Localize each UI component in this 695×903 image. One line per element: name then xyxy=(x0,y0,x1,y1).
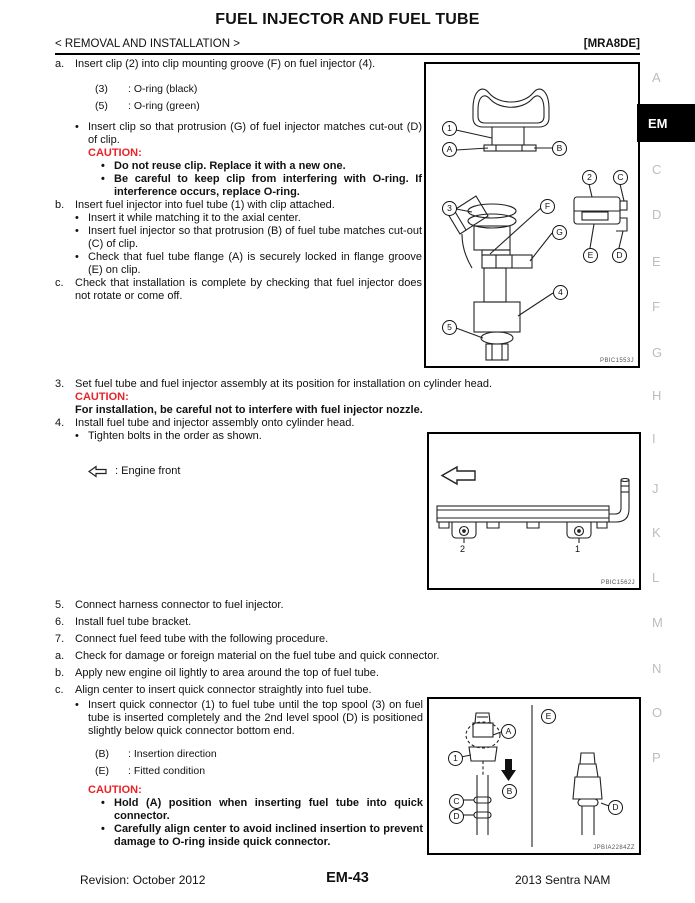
caution-text: Do not reuse clip. Replace it with a new one. xyxy=(114,160,346,172)
bullet-text: Check that fuel tube flange (A) is securely locked in flange groove (E) on clip. xyxy=(88,251,422,276)
bullet-item xyxy=(55,212,422,225)
callout-F: F xyxy=(540,199,555,214)
step-label: a. xyxy=(55,650,65,662)
margin-letter-h: H xyxy=(652,388,662,403)
section-header-rule xyxy=(55,38,640,55)
figure-code: PBIC1562J xyxy=(601,580,635,586)
margin-letter-m: M xyxy=(652,615,663,630)
margin-letter-j: J xyxy=(652,481,659,496)
caution-text: For installation, be careful not to interfere with fuel injector nozzle. xyxy=(75,404,423,416)
breadcrumb-section: < REMOVAL AND INSTALLATION > xyxy=(55,38,240,50)
bullet-text: Insert quick connector (1) to fuel tube until the top spool (3) on fuel tube is inserted completely and the 2nd level spool (D) is positioned slightly below quick connector bottom end. xyxy=(88,699,423,737)
step-text: Apply new engine oil lightly to area around the top of fuel tube. xyxy=(75,667,379,679)
step-text: Set fuel tube and fuel injector assembly at its position for installation on cylinder head. xyxy=(75,378,493,390)
definition-key: (3) xyxy=(95,83,108,95)
step-text: Connect harness connector to fuel injector. xyxy=(75,599,284,611)
margin-letter-c: C xyxy=(652,162,662,177)
step-text: Insert fuel injector into fuel tube (1) with clip attached. xyxy=(75,199,335,211)
step-text: Align center to insert quick connector straightly into fuel tube. xyxy=(75,684,372,696)
step-text: Install fuel tube and injector assembly onto cylinder head. xyxy=(75,417,355,429)
bullet-text: Tighten bolts in the order as shown. xyxy=(88,430,262,442)
callout-1: 1 xyxy=(448,751,463,766)
callout-2: 2 xyxy=(582,170,597,185)
margin-letter-k: K xyxy=(652,525,661,540)
fig1-drawing xyxy=(426,64,638,366)
definition-row xyxy=(55,81,422,98)
figure-fuel-injector-clip xyxy=(424,62,640,368)
page-title: FUEL INJECTOR AND FUEL TUBE xyxy=(215,11,480,28)
caution-label: CAUTION: xyxy=(88,147,142,159)
step-7 xyxy=(55,631,637,648)
step-a xyxy=(55,58,422,71)
bullet-glyph: • xyxy=(101,823,105,835)
fig3-drawing xyxy=(429,699,639,853)
step-3 xyxy=(55,378,620,391)
legend-text: : Engine front xyxy=(115,465,181,477)
definition-key: (E) xyxy=(95,765,109,777)
bullet-text: Insert it while matching it to the axial center. xyxy=(88,212,301,224)
bolt-order-1: 1 xyxy=(575,544,581,554)
caution-item xyxy=(88,173,422,199)
callout-G: G xyxy=(552,225,567,240)
caution-text: Be careful to keep clip from interfering with O-ring. If interference occurs, replace O-ring. xyxy=(114,173,422,198)
callout-D: D xyxy=(449,809,464,824)
step-label: c. xyxy=(55,684,64,696)
section-tab-em: EM xyxy=(637,104,695,142)
step-label: c. xyxy=(55,277,64,289)
step-label: b. xyxy=(55,199,65,211)
figure-fuel-tube-bolts xyxy=(427,432,641,590)
step-text: Install fuel tube bracket. xyxy=(75,616,192,628)
callout-1: 1 xyxy=(442,121,457,136)
bullet-glyph: • xyxy=(75,121,79,133)
step-6 xyxy=(55,614,637,631)
step-label: 4. xyxy=(55,417,65,429)
engine-code-badge: [MRA8DE] xyxy=(583,38,640,50)
definition-row xyxy=(55,746,423,763)
bullet-glyph: • xyxy=(101,797,105,809)
callout-A: A xyxy=(442,142,457,157)
caution-item xyxy=(88,160,422,173)
margin-letter-l: L xyxy=(652,570,660,585)
bullet-item xyxy=(55,121,422,147)
margin-letter-p: P xyxy=(652,750,661,765)
step-text: Insert clip (2) into clip mounting groove (F) on fuel injector (4). xyxy=(75,58,376,70)
definition-value: : Insertion direction xyxy=(128,748,217,760)
callout-E: E xyxy=(541,709,556,724)
step-label: 3. xyxy=(55,378,65,390)
bullet-glyph: • xyxy=(75,212,79,224)
callout-3: 3 xyxy=(442,201,457,216)
footer-page-number: EM-43 xyxy=(326,870,369,886)
callout-A: A xyxy=(501,724,516,739)
callout-B: B xyxy=(552,141,567,156)
figure-code: JPBIA2284ZZ xyxy=(593,845,635,851)
definition-value: : Fitted condition xyxy=(128,765,206,777)
caution-item xyxy=(88,823,423,849)
callout-5: 5 xyxy=(442,320,457,335)
bullet-glyph: • xyxy=(75,225,79,237)
bullet-glyph: • xyxy=(101,160,105,172)
bullet-glyph: • xyxy=(75,251,79,263)
callout-D: D xyxy=(612,248,627,263)
margin-letter-i: I xyxy=(652,431,656,446)
step-label: 6. xyxy=(55,616,65,628)
bullet-item xyxy=(55,225,422,251)
step-5 xyxy=(55,597,637,614)
bullet-glyph: • xyxy=(75,430,79,442)
callout-B: B xyxy=(502,784,517,799)
caution-text: Hold (A) position when inserting fuel tube into quick connector. xyxy=(114,797,423,822)
callout-C: C xyxy=(613,170,628,185)
bolt-order-2: 2 xyxy=(460,544,466,554)
definition-row xyxy=(55,763,423,780)
step-label: a. xyxy=(55,58,65,70)
caution-label: CAUTION: xyxy=(75,391,129,403)
margin-letter-d: D xyxy=(652,207,662,222)
margin-letter-n: N xyxy=(652,661,662,676)
fig2-drawing xyxy=(429,434,639,588)
step-c xyxy=(55,277,422,303)
bullet-item xyxy=(55,699,423,738)
figure-quick-connector xyxy=(427,697,641,855)
callout-D-fitted: D xyxy=(608,800,623,815)
caution-item xyxy=(88,797,423,823)
footer-revision: Revision: October 2012 xyxy=(80,873,206,887)
step-4 xyxy=(55,417,620,430)
footer-model: 2013 Sentra NAM xyxy=(515,873,611,887)
caution-text: Carefully align center to avoid inclined insertion to prevent damage to O-ring inside quick connector. xyxy=(114,823,423,848)
margin-letter-e: E xyxy=(652,254,661,269)
step-b xyxy=(55,199,422,212)
callout-C: C xyxy=(449,794,464,809)
callout-4: 4 xyxy=(553,285,568,300)
bullet-glyph: • xyxy=(101,173,105,185)
callout-E: E xyxy=(583,248,598,263)
definition-value: : O-ring (green) xyxy=(128,100,200,112)
bullet-glyph: • xyxy=(75,699,79,711)
definition-row xyxy=(55,98,422,115)
figure-code: PBIC1553J xyxy=(600,358,634,364)
step-label: b. xyxy=(55,667,65,679)
step-text: Check that installation is complete by checking that fuel injector does not rotate or come off. xyxy=(75,277,422,302)
definition-value: : O-ring (black) xyxy=(128,83,198,95)
margin-letter-o: O xyxy=(652,705,663,720)
step-7b xyxy=(55,665,637,682)
step-text: Connect fuel feed tube with the following procedure. xyxy=(75,633,329,645)
definition-key: (5) xyxy=(95,100,108,112)
procedure-column-b xyxy=(55,699,423,849)
margin-letter-f: F xyxy=(652,299,660,314)
bullet-item xyxy=(55,251,422,277)
bullet-text: Insert clip so that protrusion (G) of fuel injector matches cut-out (D) of clip. xyxy=(88,121,422,146)
caution-label: CAUTION: xyxy=(88,784,142,796)
margin-letter-a: A xyxy=(652,70,661,85)
step-label: 5. xyxy=(55,599,65,611)
procedure-column-a xyxy=(55,58,422,303)
step-7a xyxy=(55,648,637,665)
engine-front-arrow-icon xyxy=(88,465,107,478)
margin-letter-g: G xyxy=(652,345,663,360)
definition-key: (B) xyxy=(95,748,109,760)
step-text: Check for damage or foreign material on the fuel tube and quick connector. xyxy=(75,650,440,662)
bullet-text: Insert fuel injector so that protrusion (B) of fuel tube matches cut-out (C) of clip. xyxy=(88,225,422,250)
step-label: 7. xyxy=(55,633,65,645)
